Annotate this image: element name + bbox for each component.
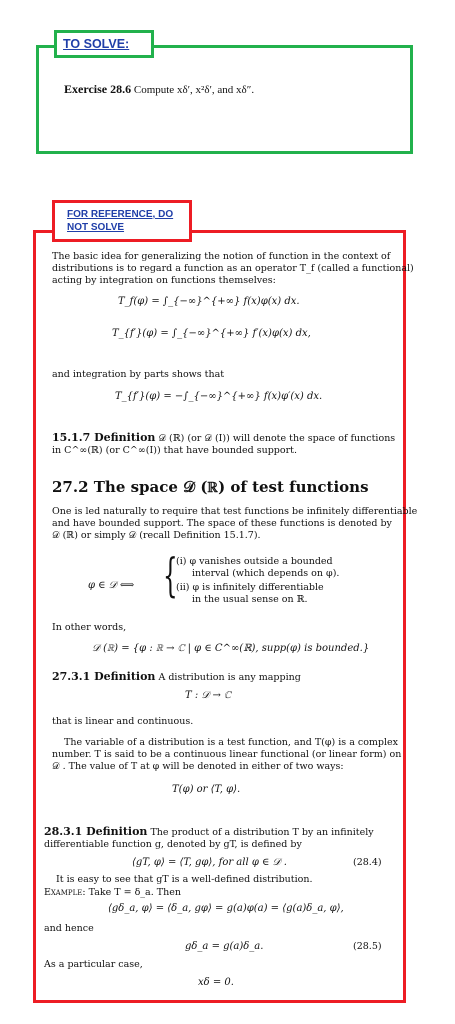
condition-i-line-1: (i) φ vanishes outside a bounded bbox=[176, 556, 333, 567]
example-text: Take T = δ_a. Then bbox=[88, 887, 181, 898]
exercise-text: Compute xδ′, x²δ′, and xδ″. bbox=[133, 84, 255, 96]
intro-line-2: distributions is to regard a function as an operator T_f (called a functional) bbox=[52, 263, 414, 274]
condition-lhs: φ ∈ 𝒟 ⟺ bbox=[88, 580, 135, 591]
test-paragraph-line-1: One is led naturally to require that test functions be infinitely differentiable bbox=[52, 506, 418, 517]
intro-line-3: acting by integration on functions themselves: bbox=[52, 275, 276, 286]
particular-case-text: As a particular case, bbox=[44, 959, 143, 970]
equation-number-28-4: (28.4) bbox=[353, 857, 382, 868]
definition-27-3-1-text: A distribution is any mapping bbox=[158, 672, 301, 683]
equation-d-space: 𝒟 (ℝ) = {φ : ℝ → ℂ | φ ∈ C^∞(ℝ), supp(φ) is bounded.} bbox=[92, 643, 370, 654]
variable-paragraph-line-2: number. T is said to be a continuous linear functional (or linear form) on bbox=[52, 749, 402, 760]
exercise-number: Exercise 28.6 bbox=[64, 82, 132, 96]
intro-line-1: The basic idea for generalizing the notion of function in the context of bbox=[52, 251, 391, 262]
to-solve-frame bbox=[36, 45, 413, 154]
integration-by-parts-text: and integration by parts shows that bbox=[52, 369, 225, 380]
variable-paragraph-line-1: The variable of a distribution is a test function, and T(φ) is a complex bbox=[64, 737, 399, 748]
exercise-28-6 bbox=[64, 82, 254, 97]
test-paragraph-line-2: and have bounded support. The space of these functions is denoted by bbox=[52, 518, 392, 529]
equation-mapping: T : 𝒟 → ℂ bbox=[185, 690, 231, 701]
definition-15-1-7-text-1: 𝒟 (ℝ) (or 𝒟 (I)) will denote the space of functions bbox=[158, 433, 396, 444]
example-label: Example: bbox=[44, 887, 86, 898]
equation-x-delta-zero: xδ = 0. bbox=[198, 977, 234, 988]
definition-15-1-7-number: 15.1.7 Definition bbox=[52, 431, 156, 444]
section-heading-27-2: 27.2 The space 𝒟 (ℝ) of test functions bbox=[52, 478, 369, 496]
linear-continuous-text: that is linear and continuous. bbox=[52, 716, 194, 727]
test-paragraph-line-3: 𝒟 (ℝ) or simply 𝒟 (recall Definition 15.1.7). bbox=[52, 530, 261, 541]
definition-28-3-1-line-2: differentiable function g, denoted by gT, is defined by bbox=[44, 839, 302, 850]
variable-paragraph-line-3: 𝒟 . The value of T at φ will be denoted in either of two ways: bbox=[52, 761, 344, 772]
definition-15-1-7-line-1 bbox=[52, 432, 395, 445]
definition-15-1-7-line-2: in C^∞(ℝ) (or C^∞(I)) that have bounded support. bbox=[52, 445, 297, 456]
definition-28-3-1-text-1: The product of a distribution T by an infinitely bbox=[150, 827, 374, 838]
equation-number-28-5: (28.5) bbox=[353, 941, 382, 952]
well-defined-text: It is easy to see that gT is a well-defined distribution. bbox=[56, 874, 313, 885]
equation-value-notation: T(φ) or ⟨T, φ⟩. bbox=[172, 784, 241, 795]
to-solve-label: TO SOLVE: bbox=[54, 30, 154, 58]
reference-label: FOR REFERENCE, DO NOT SOLVE bbox=[52, 200, 192, 242]
equation-example: ⟨gδ_a, φ⟩ = ⟨δ_a, gφ⟩ = g(a)φ(a) = ⟨g(a)δ_a, φ⟩, bbox=[108, 903, 344, 914]
definition-27-3-1-number: 27.3.1 Definition bbox=[52, 670, 156, 683]
definition-27-3-1 bbox=[52, 671, 301, 684]
left-brace: { bbox=[163, 548, 178, 602]
definition-28-3-1-number: 28.3.1 Definition bbox=[44, 825, 148, 838]
equation-28-5: gδ_a = g(a)δ_a. bbox=[185, 941, 264, 952]
definition-28-3-1-line-1 bbox=[44, 826, 374, 839]
equation-tf: T_f(φ) = ∫_{−∞}^{+∞} f(x)φ(x) dx. bbox=[118, 296, 300, 307]
equation-28-4: ⟨gT, φ⟩ = ⟨T, gφ⟩, for all φ ∈ 𝒟 . bbox=[132, 857, 287, 868]
example-line bbox=[44, 887, 181, 899]
condition-ii-line-2: in the usual sense on ℝ. bbox=[192, 594, 308, 605]
condition-ii-line-1: (ii) φ is infinitely differentiable bbox=[176, 582, 324, 593]
equation-tf-prime: T_{f′}(φ) = ∫_{−∞}^{+∞} f′(x)φ(x) dx, bbox=[112, 328, 311, 339]
and-hence-text: and hence bbox=[44, 923, 94, 934]
condition-i-line-2: interval (which depends on φ). bbox=[192, 568, 340, 579]
in-other-words-text: In other words, bbox=[52, 622, 127, 633]
equation-tf-prime-parts: T_{f′}(φ) = −∫_{−∞}^{+∞} f(x)φ′(x) dx. bbox=[115, 391, 323, 402]
